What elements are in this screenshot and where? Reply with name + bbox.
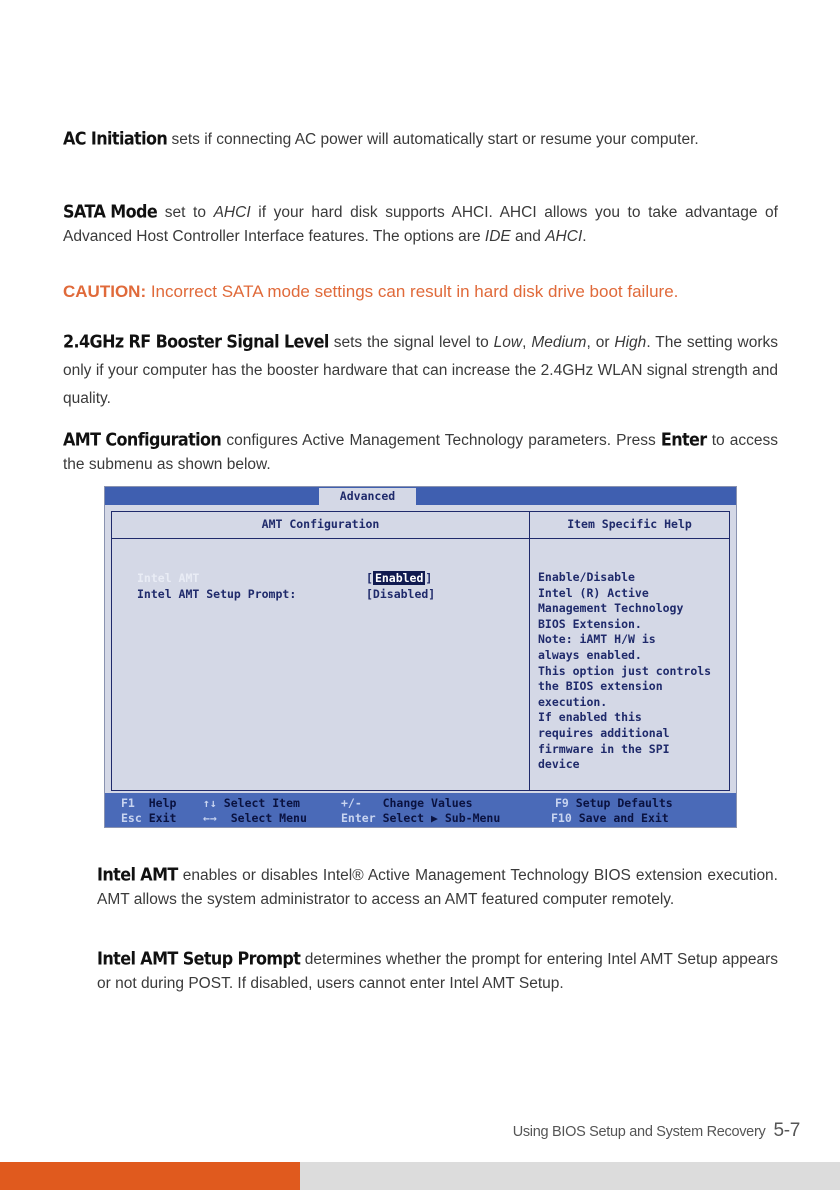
bios-divider-vertical: [529, 512, 530, 790]
sata-text-1: set to: [157, 204, 214, 221]
bios-help-text: Enable/Disable Intel (R) Active Management Technology BIOS Extension. Note: iAMT H/W is always enabled. This option just controls the BIOS extension execution. If enabled this requires additional firmware in the SPI device: [538, 570, 712, 772]
key-f1-help: [121, 796, 176, 810]
bios-panel: [111, 511, 730, 791]
amt-config-paragraph: [63, 428, 778, 476]
page-number: 5-7: [773, 1120, 800, 1141]
enter-key-term: Enter: [660, 428, 707, 451]
sata-option-ide: IDE: [484, 227, 511, 245]
bios-tab-advanced[interactable]: Advanced: [319, 488, 416, 505]
arrows-up-down-icon: ↑↓: [203, 796, 217, 810]
page-footer: [513, 1120, 800, 1142]
intel-amt-prompt-paragraph: [97, 947, 778, 995]
key-select-menu-label: Select Menu: [230, 811, 307, 825]
sata-option-ahci-2: AHCI: [545, 227, 583, 245]
key-f1: F1: [121, 796, 135, 810]
rf-booster-term: 2.4GHz RF Booster Signal Level: [63, 330, 329, 353]
key-f10-save-exit: [551, 811, 669, 825]
sata-mode-paragraph: [63, 200, 778, 248]
bios-divider-horizontal: [112, 538, 729, 539]
rf-booster-paragraph: [63, 328, 778, 413]
ac-initiation-paragraph: [63, 127, 778, 152]
bios-panel-title: AMT Configuration: [261, 517, 380, 531]
bios-selected-value[interactable]: Enabled: [374, 571, 424, 585]
key-select-item-label: Select Item: [223, 796, 300, 810]
ac-initiation-text: sets if connecting AC power will automatically start or resume your computer.: [171, 131, 699, 148]
amt-config-term: AMT Configuration: [63, 428, 222, 451]
key-leftright-select-menu: [203, 811, 307, 825]
intel-amt-prompt-text: determines whether the prompt for entering Intel AMT Setup appears or not during POST. If disabled, users cannot enter Intel AMT Setup.: [97, 951, 778, 992]
bios-screen: [104, 486, 737, 828]
footer-title: Using BIOS Setup and System Recovery: [512, 1124, 766, 1140]
key-f9: F9: [555, 796, 569, 810]
key-setup-defaults-label: Setup Defaults: [575, 796, 673, 810]
key-plusminus: +/-: [341, 796, 362, 810]
footer-bar-gray: [300, 1162, 840, 1190]
key-enter: Enter: [341, 811, 376, 825]
key-exit-label: Exit: [148, 811, 177, 825]
ac-initiation-term: AC Initiation: [63, 127, 168, 150]
caution-text: Incorrect SATA mode settings can result in hard disk drive boot failure.: [146, 282, 679, 301]
amt-text-2: to access the submenu as shown below.: [63, 432, 778, 473]
rf-text-3: , or: [586, 334, 615, 351]
key-f10: F10: [551, 811, 572, 825]
bios-value-intel-amt[interactable]: [ Enabled ]: [366, 571, 433, 585]
intel-amt-prompt-term: Intel AMT Setup Prompt: [97, 947, 301, 970]
rf-option-medium: Medium: [531, 334, 587, 351]
rf-text-1: sets the signal level to: [328, 334, 494, 351]
sata-option-ahci: AHCI: [213, 204, 251, 221]
arrows-left-right-icon: ←→: [203, 811, 217, 825]
bios-value-setup-prompt[interactable]: [Disabled]: [366, 587, 436, 601]
amt-text-1: configures Active Management Technology parameters. Press: [221, 432, 661, 449]
bios-key-legend: [105, 793, 736, 827]
key-enter-submenu: [341, 811, 500, 825]
caution-note: [63, 281, 763, 302]
bios-help-title: Item Specific Help: [567, 517, 692, 531]
key-save-exit-label: Save and Exit: [578, 811, 669, 825]
rf-text-4: . The setting works only if your computer has the booster hardware that can increase the 2.4GHz WLAN signal strength and quality.: [63, 334, 778, 407]
footer-bar-orange: [0, 1162, 300, 1190]
key-change-values-label: Change Values: [382, 796, 473, 810]
bios-item-setup-prompt[interactable]: Intel AMT Setup Prompt:: [137, 587, 297, 601]
caution-label: CAUTION:: [63, 282, 147, 301]
bios-item-intel-amt[interactable]: Intel AMT: [137, 571, 200, 585]
intel-amt-paragraph: [97, 863, 778, 911]
bios-menu-bar: [105, 487, 736, 505]
key-help-label: Help: [148, 796, 177, 810]
key-plusminus-change: [341, 796, 473, 810]
key-updown-select-item: [203, 796, 300, 810]
sata-mode-term: SATA Mode: [63, 200, 158, 223]
rf-text-2: ,: [522, 334, 532, 351]
key-esc-exit: [121, 811, 176, 825]
key-select-submenu-label: Select ▶ Sub-Menu: [382, 811, 501, 825]
sata-text-4: .: [582, 227, 587, 245]
rf-option-high: High: [614, 334, 647, 351]
sata-text-3: and: [510, 227, 546, 245]
sata-text-2: if your hard disk supports AHCI. AHCI allows you to take advantage of Advanced Host Controller Interface features. The options are: [63, 204, 778, 245]
intel-amt-text: enables or disables Intel® Active Management Technology BIOS extension execution. AMT allows the system administrator to access an AMT featured computer remotely.: [97, 867, 778, 908]
key-f9-defaults: [555, 796, 673, 810]
rf-option-low: Low: [493, 334, 523, 351]
intel-amt-term: Intel AMT: [97, 863, 178, 886]
key-esc: Esc: [121, 811, 142, 825]
